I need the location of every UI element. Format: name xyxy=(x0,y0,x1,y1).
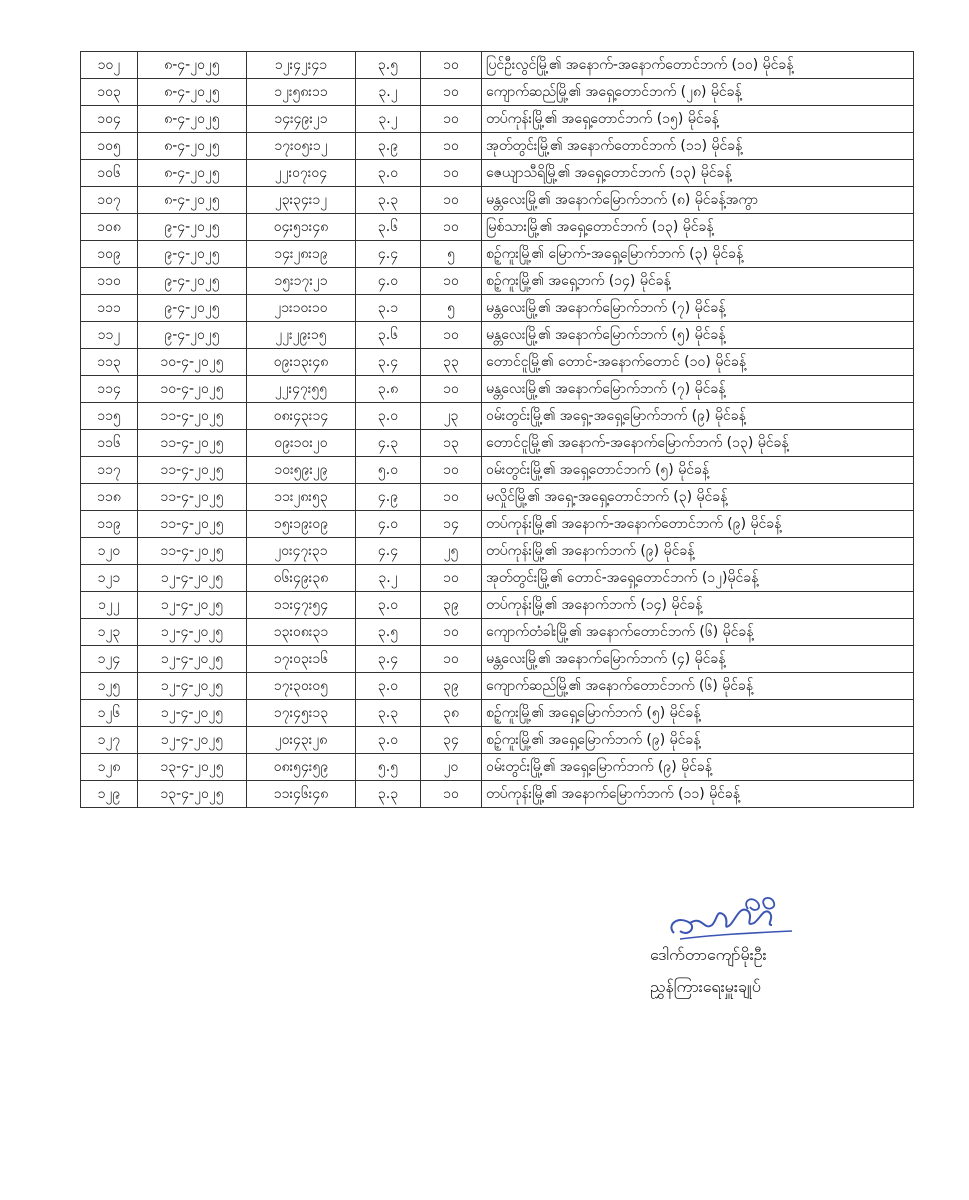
depth-cell: ၁၀ xyxy=(421,214,482,241)
time-cell: ၁၂း၄၂း၄၁ xyxy=(247,52,356,79)
row-number-cell: ၁၁၆ xyxy=(81,430,138,457)
date-cell: ၁၁-၄-၂၀၂၅ xyxy=(138,457,247,484)
row-number-cell: ၁၁၅ xyxy=(81,403,138,430)
depth-cell: ၃၄ xyxy=(421,727,482,754)
row-number-cell: ၁၁၂ xyxy=(81,322,138,349)
magnitude-cell: ၃.၀ xyxy=(356,592,421,619)
magnitude-cell: ၄.၃ xyxy=(356,430,421,457)
location-cell: ဝမ်းတွင်းမြို့၏ အရှေ့မြောက်ဘက် (၉) မိုင်ခန့် xyxy=(482,754,914,781)
table-row xyxy=(81,133,914,160)
table-row xyxy=(81,754,914,781)
time-cell: ၁၇း၃၀း၀၅ xyxy=(247,673,356,700)
signatory-title: ညွှန်ကြားရေးမှူးချုပ် xyxy=(650,977,761,996)
time-cell: ၁၂း၅၈း၁၁ xyxy=(247,79,356,106)
date-cell: ၁၃-၄-၂၀၂၅ xyxy=(138,754,247,781)
location-cell: မန္တလေးမြို့၏ အနောက်မြောက်ဘက် (၅) မိုင်ခန့် xyxy=(482,322,914,349)
table-row xyxy=(81,430,914,457)
magnitude-cell: ၃.၆ xyxy=(356,322,421,349)
location-cell: မန္တလေးမြို့၏ အနောက်မြောက်ဘက် (၈) မိုင်ခန့်အကွာ xyxy=(482,187,914,214)
row-number-cell: ၁၁၀ xyxy=(81,268,138,295)
magnitude-cell: ၃.၄ xyxy=(356,349,421,376)
depth-cell: ၂၅ xyxy=(421,538,482,565)
time-cell: ၁၅း၁၉း၀၉ xyxy=(247,511,356,538)
depth-cell: ၁၄ xyxy=(421,511,482,538)
location-cell: စဉ့်ကူးမြို့၏ မြောက်-အရှေ့မြောက်ဘက် (၃) မိုင်ခန့် xyxy=(482,241,914,268)
row-number-cell: ၁၂၇ xyxy=(81,727,138,754)
location-cell: မန္တလေးမြို့၏ အနောက်မြောက်ဘက် (၇) မိုင်ခန့် xyxy=(482,376,914,403)
location-cell: ကျောက်ဆည်မြို့၏ အနောက်တောင်ဘက် (၆) မိုင်ခန့် xyxy=(482,673,914,700)
location-cell: တောင်ငူမြို့၏ တောင်-အနောက်တောင် (၁၀) မိုင်ခန့် xyxy=(482,349,914,376)
date-cell: ၈-၄-၂၀၂၅ xyxy=(138,187,247,214)
depth-cell: ၁၀ xyxy=(421,646,482,673)
magnitude-cell: ၃.၄ xyxy=(356,646,421,673)
location-cell: မလှိုင်မြို့၏ အရှေ့-အရှေ့တောင်ဘက် (၃) မိုင်ခန့် xyxy=(482,484,914,511)
magnitude-cell: ၃.၂ xyxy=(356,79,421,106)
time-cell: ၂၃း၃၄း၁၂ xyxy=(247,187,356,214)
date-cell: ၁၂-၄-၂၀၂၅ xyxy=(138,565,247,592)
date-cell: ၈-၄-၂၀၂၅ xyxy=(138,160,247,187)
depth-cell: ၃၈ xyxy=(421,700,482,727)
table-row xyxy=(81,187,914,214)
date-cell: ၉-၄-၂၀၂၅ xyxy=(138,268,247,295)
magnitude-cell: ၃.၆ xyxy=(356,214,421,241)
depth-cell: ၁၀ xyxy=(421,268,482,295)
time-cell: ၂၂း၀၇း၀၄ xyxy=(247,160,356,187)
depth-cell: ၁၀ xyxy=(421,781,482,808)
location-cell: ပြင်ဦးလွင်မြို့၏ အနောက်-အနောက်တောင်ဘက် (၁၀) မိုင်ခန့် xyxy=(482,52,914,79)
depth-cell: ၃၉ xyxy=(421,592,482,619)
table-row xyxy=(81,295,914,322)
row-number-cell: ၁၁၃ xyxy=(81,349,138,376)
depth-cell: ၁၀ xyxy=(421,457,482,484)
time-cell: ၁၄း၄၉း၂၁ xyxy=(247,106,356,133)
depth-cell: ၂၀ xyxy=(421,754,482,781)
location-cell: မန္တလေးမြို့၏ အနောက်မြောက်ဘက် (၄) မိုင်ခန့် xyxy=(482,646,914,673)
location-cell: အုတ်တွင်းမြို့၏ တောင်-အရှေ့တောင်ဘက် (၁၂)မိုင်ခန့် xyxy=(482,565,914,592)
time-cell: ၂၁း၁၀း၁၀ xyxy=(247,295,356,322)
row-number-cell: ၁၁၈ xyxy=(81,484,138,511)
time-cell: ၀၉း၁၃း၄၈ xyxy=(247,349,356,376)
row-number-cell: ၁၂၉ xyxy=(81,781,138,808)
date-cell: ၁၀-၄-၂၀၂၅ xyxy=(138,376,247,403)
row-number-cell: ၁၀၇ xyxy=(81,187,138,214)
date-cell: ၈-၄-၂၀၂၅ xyxy=(138,133,247,160)
row-number-cell: ၁၁၁ xyxy=(81,295,138,322)
row-number-cell: ၁၂၀ xyxy=(81,538,138,565)
depth-cell: ၁၀ xyxy=(421,376,482,403)
time-cell: ၁၅း၁၇း၂၁ xyxy=(247,268,356,295)
magnitude-cell: ၄.၄ xyxy=(356,241,421,268)
location-cell: မြစ်သားမြို့၏ အရှေ့တောင်ဘက် (၁၃) မိုင်ခန့် xyxy=(482,214,914,241)
time-cell: ၁၁း၄၆း၄၈ xyxy=(247,781,356,808)
earthquake-table-body xyxy=(81,52,914,808)
time-cell: ၀၆း၄၉း၃၈ xyxy=(247,565,356,592)
row-number-cell: ၁၀၄ xyxy=(81,106,138,133)
magnitude-cell: ၃.၀ xyxy=(356,403,421,430)
magnitude-cell: ၃.၃ xyxy=(356,781,421,808)
location-cell: မန္တလေးမြို့၏ အနောက်မြောက်ဘက် (၇) မိုင်ခန့် xyxy=(482,295,914,322)
date-cell: ၉-၄-၂၀၂၅ xyxy=(138,322,247,349)
depth-cell: ၁၀ xyxy=(421,133,482,160)
location-cell: ကျောက်တံခါးမြို့၏ အနောက်တောင်ဘက် (၆) မိုင်ခန့် xyxy=(482,619,914,646)
row-number-cell: ၁၂၆ xyxy=(81,700,138,727)
depth-cell: ၁၀ xyxy=(421,619,482,646)
table-row xyxy=(81,376,914,403)
date-cell: ၁၂-၄-၂၀၂၅ xyxy=(138,646,247,673)
depth-cell: ၁၀ xyxy=(421,79,482,106)
row-number-cell: ၁၂၄ xyxy=(81,646,138,673)
time-cell: ၁၃း၀၈း၃၁ xyxy=(247,619,356,646)
date-cell: ၁၂-၄-၂၀၂၅ xyxy=(138,727,247,754)
earthquake-table xyxy=(80,51,914,808)
table-row xyxy=(81,403,914,430)
table-row xyxy=(81,646,914,673)
date-cell: ၁၁-၄-၂၀၂၅ xyxy=(138,403,247,430)
date-cell: ၁၂-၄-၂၀၂၅ xyxy=(138,673,247,700)
magnitude-cell: ၃.၅ xyxy=(356,52,421,79)
magnitude-cell: ၄.၀ xyxy=(356,268,421,295)
table-row xyxy=(81,322,914,349)
depth-cell: ၁၀ xyxy=(421,106,482,133)
table-row xyxy=(81,484,914,511)
table-row xyxy=(81,106,914,133)
location-cell: ကျောက်ဆည်မြို့၏ အရှေ့တောင်ဘက် (၂၈) မိုင်ခန့် xyxy=(482,79,914,106)
table-row xyxy=(81,727,914,754)
row-number-cell: ၁၀၈ xyxy=(81,214,138,241)
signatory-name: ဒေါက်တာကျော်မိုးဦး xyxy=(650,945,767,964)
row-number-cell: ၁၂၃ xyxy=(81,619,138,646)
table-row xyxy=(81,781,914,808)
table-row xyxy=(81,592,914,619)
depth-cell: ၅ xyxy=(421,295,482,322)
time-cell: ၂၂း၂၉း၁၅ xyxy=(247,322,356,349)
magnitude-cell: ၅.၀ xyxy=(356,457,421,484)
location-cell: အုတ်တွင်းမြို့၏ အနောက်တောင်ဘက် (၁၁) မိုင်ခန့် xyxy=(482,133,914,160)
depth-cell: ၁၀ xyxy=(421,52,482,79)
time-cell: ၀၈း၄၃း၁၄ xyxy=(247,403,356,430)
table-row xyxy=(81,700,914,727)
time-cell: ၂၀း၄၃း၂၈ xyxy=(247,727,356,754)
depth-cell: ၁၀ xyxy=(421,160,482,187)
magnitude-cell: ၃.၂ xyxy=(356,565,421,592)
table-row xyxy=(81,241,914,268)
row-number-cell: ၁၁၄ xyxy=(81,376,138,403)
row-number-cell: ၁၀၆ xyxy=(81,160,138,187)
row-number-cell: ၁၂၅ xyxy=(81,673,138,700)
date-cell: ၁၃-၄-၂၀၂၅ xyxy=(138,781,247,808)
row-number-cell: ၁၁၉ xyxy=(81,511,138,538)
depth-cell: ၃၉ xyxy=(421,673,482,700)
date-cell: ၁၂-၄-၂၀၂၅ xyxy=(138,700,247,727)
magnitude-cell: ၃.၃ xyxy=(356,700,421,727)
table-row xyxy=(81,511,914,538)
table-row xyxy=(81,619,914,646)
row-number-cell: ၁၀၅ xyxy=(81,133,138,160)
location-cell: ဝမ်းတွင်းမြို့၏ အရှေ့-အရှေ့မြောက်ဘက် (၉) မိုင်ခန့် xyxy=(482,403,914,430)
date-cell: ၁၁-၄-၂၀၂၅ xyxy=(138,430,247,457)
magnitude-cell: ၃.၀ xyxy=(356,727,421,754)
depth-cell: ၁၀ xyxy=(421,187,482,214)
date-cell: ၈-၄-၂၀၂၅ xyxy=(138,52,247,79)
date-cell: ၈-၄-၂၀၂၅ xyxy=(138,106,247,133)
depth-cell: ၃၃ xyxy=(421,349,482,376)
date-cell: ၁၁-၄-၂၀၂၅ xyxy=(138,511,247,538)
row-number-cell: ၁၀၂ xyxy=(81,52,138,79)
row-number-cell: ၁၂၈ xyxy=(81,754,138,781)
time-cell: ၀၈း၅၄း၅၉ xyxy=(247,754,356,781)
depth-cell: ၁၀ xyxy=(421,565,482,592)
magnitude-cell: ၃.၅ xyxy=(356,619,421,646)
table-row xyxy=(81,673,914,700)
time-cell: ၁၁း၄၇း၅၄ xyxy=(247,592,356,619)
time-cell: ၁၇း၀၅း၁၂ xyxy=(247,133,356,160)
row-number-cell: ၁၂၂ xyxy=(81,592,138,619)
time-cell: ၁၇း၄၅း၁၃ xyxy=(247,700,356,727)
location-cell: ဝမ်းတွင်းမြို့၏ အရှေ့တောင်ဘက် (၅) မိုင်ခန့် xyxy=(482,457,914,484)
row-number-cell: ၁၁၇ xyxy=(81,457,138,484)
magnitude-cell: ၃.၀ xyxy=(356,673,421,700)
time-cell: ၁၁း၂၈း၅၃ xyxy=(247,484,356,511)
time-cell: ၁၄း၂၈း၁၉ xyxy=(247,241,356,268)
table-row xyxy=(81,538,914,565)
date-cell: ၁၁-၄-၂၀၂၅ xyxy=(138,484,247,511)
date-cell: ၁၀-၄-၂၀၂၅ xyxy=(138,349,247,376)
magnitude-cell: ၃.၃ xyxy=(356,187,421,214)
date-cell: ၈-၄-၂၀၂၅ xyxy=(138,79,247,106)
depth-cell: ၁၀ xyxy=(421,322,482,349)
table-row xyxy=(81,52,914,79)
magnitude-cell: ၃.၉ xyxy=(356,133,421,160)
date-cell: ၉-၄-၂၀၂၅ xyxy=(138,214,247,241)
location-cell: တပ်ကုန်းမြို့၏ အနောက်ဘက် (၉) မိုင်ခန့် xyxy=(482,538,914,565)
location-cell: တောင်ငူမြို့၏ အနောက်-အနောက်မြောက်ဘက် (၁၃) မိုင်ခန့် xyxy=(482,430,914,457)
row-number-cell: ၁၀၉ xyxy=(81,241,138,268)
magnitude-cell: ၃.၈ xyxy=(356,376,421,403)
location-cell: တပ်ကုန်းမြို့၏ အနောက်ဘက် (၁၄) မိုင်ခန့် xyxy=(482,592,914,619)
time-cell: ၀၄း၅၁း၄၈ xyxy=(247,214,356,241)
date-cell: ၉-၄-၂၀၂၅ xyxy=(138,295,247,322)
date-cell: ၁၂-၄-၂၀၂၅ xyxy=(138,592,247,619)
magnitude-cell: ၄.၉ xyxy=(356,484,421,511)
magnitude-cell: ၃.၂ xyxy=(356,106,421,133)
time-cell: ၀၉း၁၀း၂၀ xyxy=(247,430,356,457)
magnitude-cell: ၄.၀ xyxy=(356,511,421,538)
location-cell: စဉ့်ကူးမြို့၏ အရှေ့မြောက်ဘက် (၅) မိုင်ခန့် xyxy=(482,700,914,727)
table-row xyxy=(81,349,914,376)
depth-cell: ၅ xyxy=(421,241,482,268)
depth-cell: ၁၀ xyxy=(421,484,482,511)
location-cell: စဉ့်ကူးမြို့၏ အရှေ့ဘက် (၁၄) မိုင်ခန့် xyxy=(482,268,914,295)
magnitude-cell: ၃.၀ xyxy=(356,160,421,187)
magnitude-cell: ၅.၅ xyxy=(356,754,421,781)
magnitude-cell: ၃.၁ xyxy=(356,295,421,322)
date-cell: ၁၂-၄-၂၀၂၅ xyxy=(138,619,247,646)
location-cell: စဉ့်ကူးမြို့၏ အရှေ့မြောက်ဘက် (၉) မိုင်ခန့် xyxy=(482,727,914,754)
table-row xyxy=(81,565,914,592)
date-cell: ၁၁-၄-၂၀၂၅ xyxy=(138,538,247,565)
table-row xyxy=(81,268,914,295)
table-row xyxy=(81,457,914,484)
location-cell: တပ်ကုန်းမြို့၏ အနောက်-အနောက်တောင်ဘက် (၉) မိုင်ခန့် xyxy=(482,511,914,538)
location-cell: တပ်ကုန်းမြို့၏ အရှေ့တောင်ဘက် (၁၅) မိုင်ခန့် xyxy=(482,106,914,133)
depth-cell: ၂၃ xyxy=(421,403,482,430)
magnitude-cell: ၄.၄ xyxy=(356,538,421,565)
time-cell: ၂၂း၄၇း၅၅ xyxy=(247,376,356,403)
depth-cell: ၁၃ xyxy=(421,430,482,457)
row-number-cell: ၁၂၁ xyxy=(81,565,138,592)
time-cell: ၁၇း၀၃း၁၆ xyxy=(247,646,356,673)
row-number-cell: ၁၀၃ xyxy=(81,79,138,106)
table-row xyxy=(81,79,914,106)
time-cell: ၁၀း၅၉း၂၉ xyxy=(247,457,356,484)
date-cell: ၉-၄-၂၀၂၅ xyxy=(138,241,247,268)
table-row xyxy=(81,214,914,241)
table-row xyxy=(81,160,914,187)
location-cell: တပ်ကုန်းမြို့၏ အနောက်မြောက်ဘက် (၁၁) မိုင်ခန့် xyxy=(482,781,914,808)
time-cell: ၂၀း၄၇း၃၁ xyxy=(247,538,356,565)
location-cell: ဇေယျာသီရိမြို့၏ အရှေ့တောင်ဘက် (၁၃) မိုင်ခန့် xyxy=(482,160,914,187)
